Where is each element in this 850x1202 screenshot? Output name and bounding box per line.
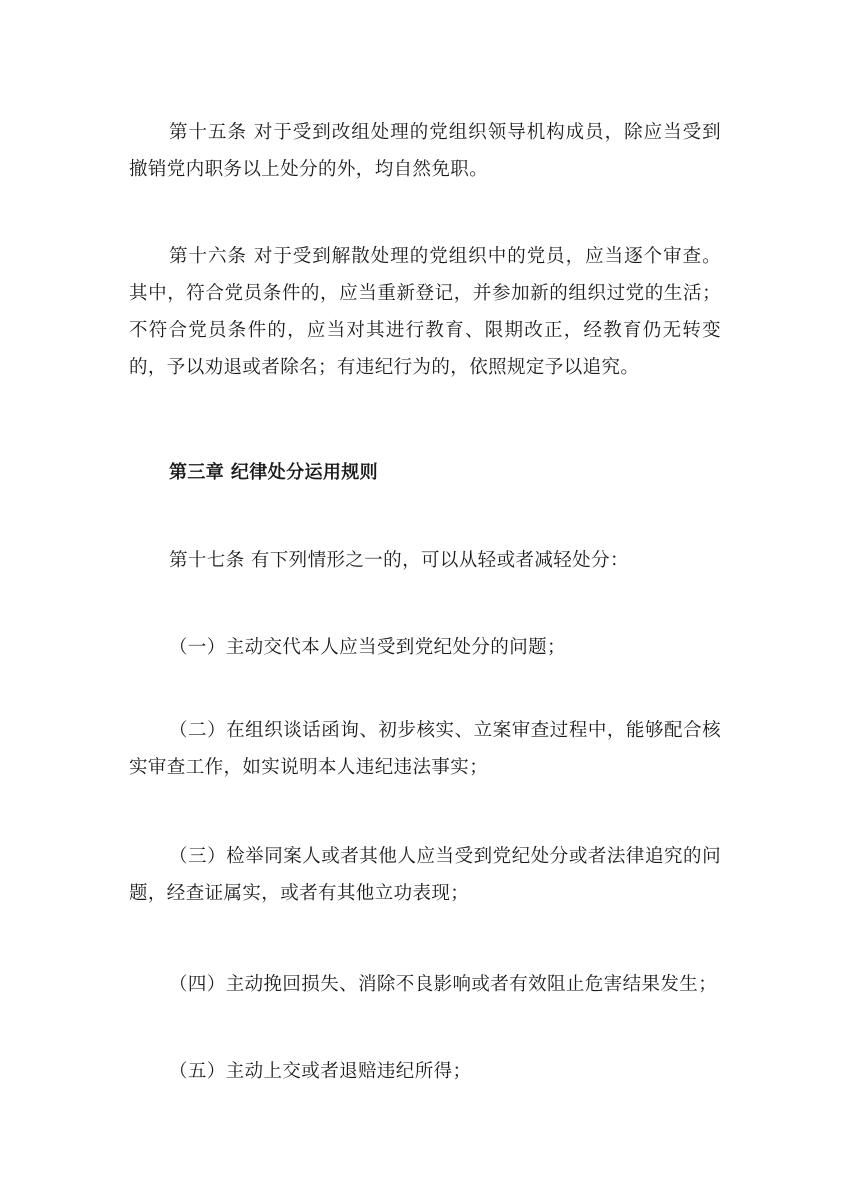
article-16-paragraph: 第十六条 对于受到解散处理的党组织中的党员，应当逐个审查。其中，符合党员条件的，应当重新登记，并参加新的组织过党的生活；不符合党员条件的，应当对其进行教育、限期改正，经教育仍无转变的，予以劝退或者除名；有违纪行为的，依照规定予以追究。 [129, 246, 721, 378]
list-item-4: （四）主动挽回损失、消除不良影响或者有效阻止危害结果发生； [169, 974, 718, 995]
list-item-3: （三）检举同案人或者其他人应当受到党纪处分或者法律追究的问题，经查证属实，或者有其他立功表现； [129, 846, 721, 904]
list-item-5: （五）主动上交或者退赔违纪所得； [169, 1061, 472, 1082]
article-17-paragraph: 第十七条 有下列情形之一的，可以从轻或者减轻处分： [169, 550, 629, 571]
article-15-paragraph: 第十五条 对于受到改组处理的党组织领导机构成员，除应当受到撤销党内职务以上处分的外，均自然免职。 [129, 122, 721, 180]
list-item-1: （一）主动交代本人应当受到党纪处分的问题； [169, 637, 566, 658]
chapter-3-heading: 第三章 纪律处分运用规则 [169, 462, 379, 483]
list-item-2: （二）在组织谈话函询、初步核实、立案审查过程中，能够配合核实审查工作，如实说明本人违纪违法事实； [129, 720, 721, 778]
